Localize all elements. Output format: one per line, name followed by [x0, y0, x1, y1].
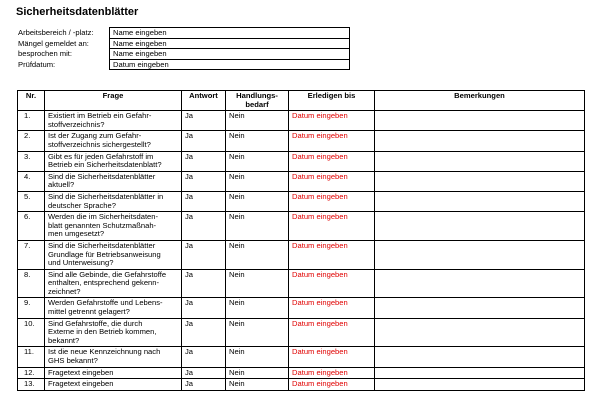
answer-cell[interactable]: Ja: [182, 298, 226, 318]
info-row: [16, 38, 350, 49]
action-needed-cell[interactable]: Nein: [226, 171, 289, 191]
row-number: 11.: [18, 347, 45, 367]
answer-cell[interactable]: Ja: [182, 318, 226, 347]
remarks-cell[interactable]: [375, 111, 585, 131]
row-number: 9.: [18, 298, 45, 318]
answer-cell[interactable]: Ja: [182, 379, 226, 391]
question-cell: Sind die Sicherheitsdatenblätter aktuell?: [45, 171, 182, 191]
info-label: Mängel gemeldet an:: [18, 38, 89, 48]
action-needed-cell[interactable]: Nein: [226, 111, 289, 131]
question-cell: Werden Gefahrstoffe und Lebens- mittel getrennt gelagert?: [45, 298, 182, 318]
action-needed-cell[interactable]: Nein: [226, 379, 289, 391]
info-value-field[interactable]: Datum eingeben: [110, 59, 350, 70]
action-needed-cell[interactable]: Nein: [226, 367, 289, 379]
info-label: Prüfdatum:: [18, 59, 56, 69]
remarks-cell[interactable]: [375, 151, 585, 171]
row-number: 5.: [18, 191, 45, 211]
action-needed-cell[interactable]: Nein: [226, 240, 289, 269]
question-cell: Sind die Sicherheitsdatenblätter in deutscher Sprache?: [45, 191, 182, 211]
due-date-cell[interactable]: Datum eingeben: [289, 347, 375, 367]
row-number: 7.: [18, 240, 45, 269]
table-row: [18, 318, 585, 347]
header-erledigen-bis: Erledigen bis: [289, 91, 375, 111]
due-date-cell[interactable]: Datum eingeben: [289, 191, 375, 211]
info-value-field[interactable]: Name eingeben: [110, 38, 350, 49]
due-date-cell[interactable]: Datum eingeben: [289, 131, 375, 151]
answer-cell[interactable]: Ja: [182, 367, 226, 379]
remarks-cell[interactable]: [375, 318, 585, 347]
remarks-cell[interactable]: [375, 298, 585, 318]
question-cell: Ist der Zugang zum Gefahr- stoffverzeichnis sichergestellt?: [45, 131, 182, 151]
header-handlungsbedarf: Handlungs- bedarf: [226, 91, 289, 111]
row-number: 2.: [18, 131, 45, 151]
due-date-cell[interactable]: Datum eingeben: [289, 298, 375, 318]
header-frage: Frage: [45, 91, 182, 111]
action-needed-cell[interactable]: Nein: [226, 298, 289, 318]
due-date-cell[interactable]: Datum eingeben: [289, 318, 375, 347]
table-row: [18, 269, 585, 298]
due-date-cell[interactable]: Datum eingeben: [289, 240, 375, 269]
action-needed-cell[interactable]: Nein: [226, 191, 289, 211]
header-antwort: Antwort: [182, 91, 226, 111]
remarks-cell[interactable]: [375, 212, 585, 241]
remarks-cell[interactable]: [375, 240, 585, 269]
due-date-cell[interactable]: Datum eingeben: [289, 212, 375, 241]
due-date-cell[interactable]: Datum eingeben: [289, 171, 375, 191]
answer-cell[interactable]: Ja: [182, 111, 226, 131]
answer-cell[interactable]: Ja: [182, 347, 226, 367]
answer-cell[interactable]: Ja: [182, 171, 226, 191]
info-label: besprochen mit:: [18, 49, 73, 59]
answer-cell[interactable]: Ja: [182, 269, 226, 298]
answer-cell[interactable]: Ja: [182, 151, 226, 171]
table-row: [18, 171, 585, 191]
remarks-cell[interactable]: [375, 171, 585, 191]
info-row: [16, 49, 350, 60]
row-number: 10.: [18, 318, 45, 347]
table-row: [18, 212, 585, 241]
checklist-table: [17, 90, 585, 391]
due-date-cell[interactable]: Datum eingeben: [289, 367, 375, 379]
table-row: [18, 151, 585, 171]
table-row: [18, 298, 585, 318]
table-row: [18, 347, 585, 367]
remarks-cell[interactable]: [375, 191, 585, 211]
action-needed-cell[interactable]: Nein: [226, 269, 289, 298]
info-row: [16, 28, 350, 39]
row-number: 12.: [18, 367, 45, 379]
remarks-cell[interactable]: [375, 131, 585, 151]
table-header-row: [18, 91, 585, 111]
table-row: [18, 191, 585, 211]
answer-cell[interactable]: Ja: [182, 131, 226, 151]
question-cell: Fragetext eingeben: [45, 367, 182, 379]
header-nr: Nr.: [18, 91, 45, 111]
row-number: 6.: [18, 212, 45, 241]
remarks-cell[interactable]: [375, 379, 585, 391]
row-number: 4.: [18, 171, 45, 191]
row-number: 1.: [18, 111, 45, 131]
table-row: [18, 367, 585, 379]
due-date-cell[interactable]: Datum eingeben: [289, 379, 375, 391]
question-cell: Fragetext eingeben: [45, 379, 182, 391]
action-needed-cell[interactable]: Nein: [226, 212, 289, 241]
remarks-cell[interactable]: [375, 367, 585, 379]
due-date-cell[interactable]: Datum eingeben: [289, 111, 375, 131]
remarks-cell[interactable]: [375, 347, 585, 367]
info-row: [16, 59, 350, 70]
question-cell: Sind die Sicherheitsdatenblätter Grundlage für Betriebsanweisung und Unterweisung?: [45, 240, 182, 269]
info-value-field[interactable]: Name eingeben: [110, 28, 350, 39]
action-needed-cell[interactable]: Nein: [226, 318, 289, 347]
due-date-cell[interactable]: Datum eingeben: [289, 151, 375, 171]
header-bemerkungen: Bemerkungen: [375, 91, 585, 111]
action-needed-cell[interactable]: Nein: [226, 151, 289, 171]
answer-cell[interactable]: Ja: [182, 212, 226, 241]
action-needed-cell[interactable]: Nein: [226, 131, 289, 151]
table-row: [18, 131, 585, 151]
question-cell: Sind alle Gebinde, die Gefahrstoffe enthalten, entsprechend gekenn- zeichnet?: [45, 269, 182, 298]
table-row: [18, 111, 585, 131]
table-row: [18, 379, 585, 391]
info-block: [16, 27, 350, 70]
info-label: Arbeitsbereich / -platz:: [18, 28, 94, 38]
question-cell: Ist die neue Kennzeichnung nach GHS bekannt?: [45, 347, 182, 367]
question-cell: Existiert im Betrieb ein Gefahr- stoffverzeichnis?: [45, 111, 182, 131]
answer-cell[interactable]: Ja: [182, 240, 226, 269]
answer-cell[interactable]: Ja: [182, 191, 226, 211]
due-date-cell[interactable]: Datum eingeben: [289, 269, 375, 298]
table-row: [18, 240, 585, 269]
row-number: 13.: [18, 379, 45, 391]
row-number: 3.: [18, 151, 45, 171]
row-number: 8.: [18, 269, 45, 298]
action-needed-cell[interactable]: Nein: [226, 347, 289, 367]
remarks-cell[interactable]: [375, 269, 585, 298]
info-value-field[interactable]: Name eingeben: [110, 49, 350, 60]
question-cell: Gibt es für jeden Gefahrstoff im Betrieb ein Sicherheitsdatenblatt?: [45, 151, 182, 171]
question-cell: Sind Gefahrstoffe, die durch Externe in den Betrieb kommen, bekannt?: [45, 318, 182, 347]
question-cell: Werden die im Sicherheitsdaten- blatt genannten Schutzmaßnah- men umgesetzt?: [45, 212, 182, 241]
page-title: Sicherheitsdatenblätter: [16, 6, 139, 18]
